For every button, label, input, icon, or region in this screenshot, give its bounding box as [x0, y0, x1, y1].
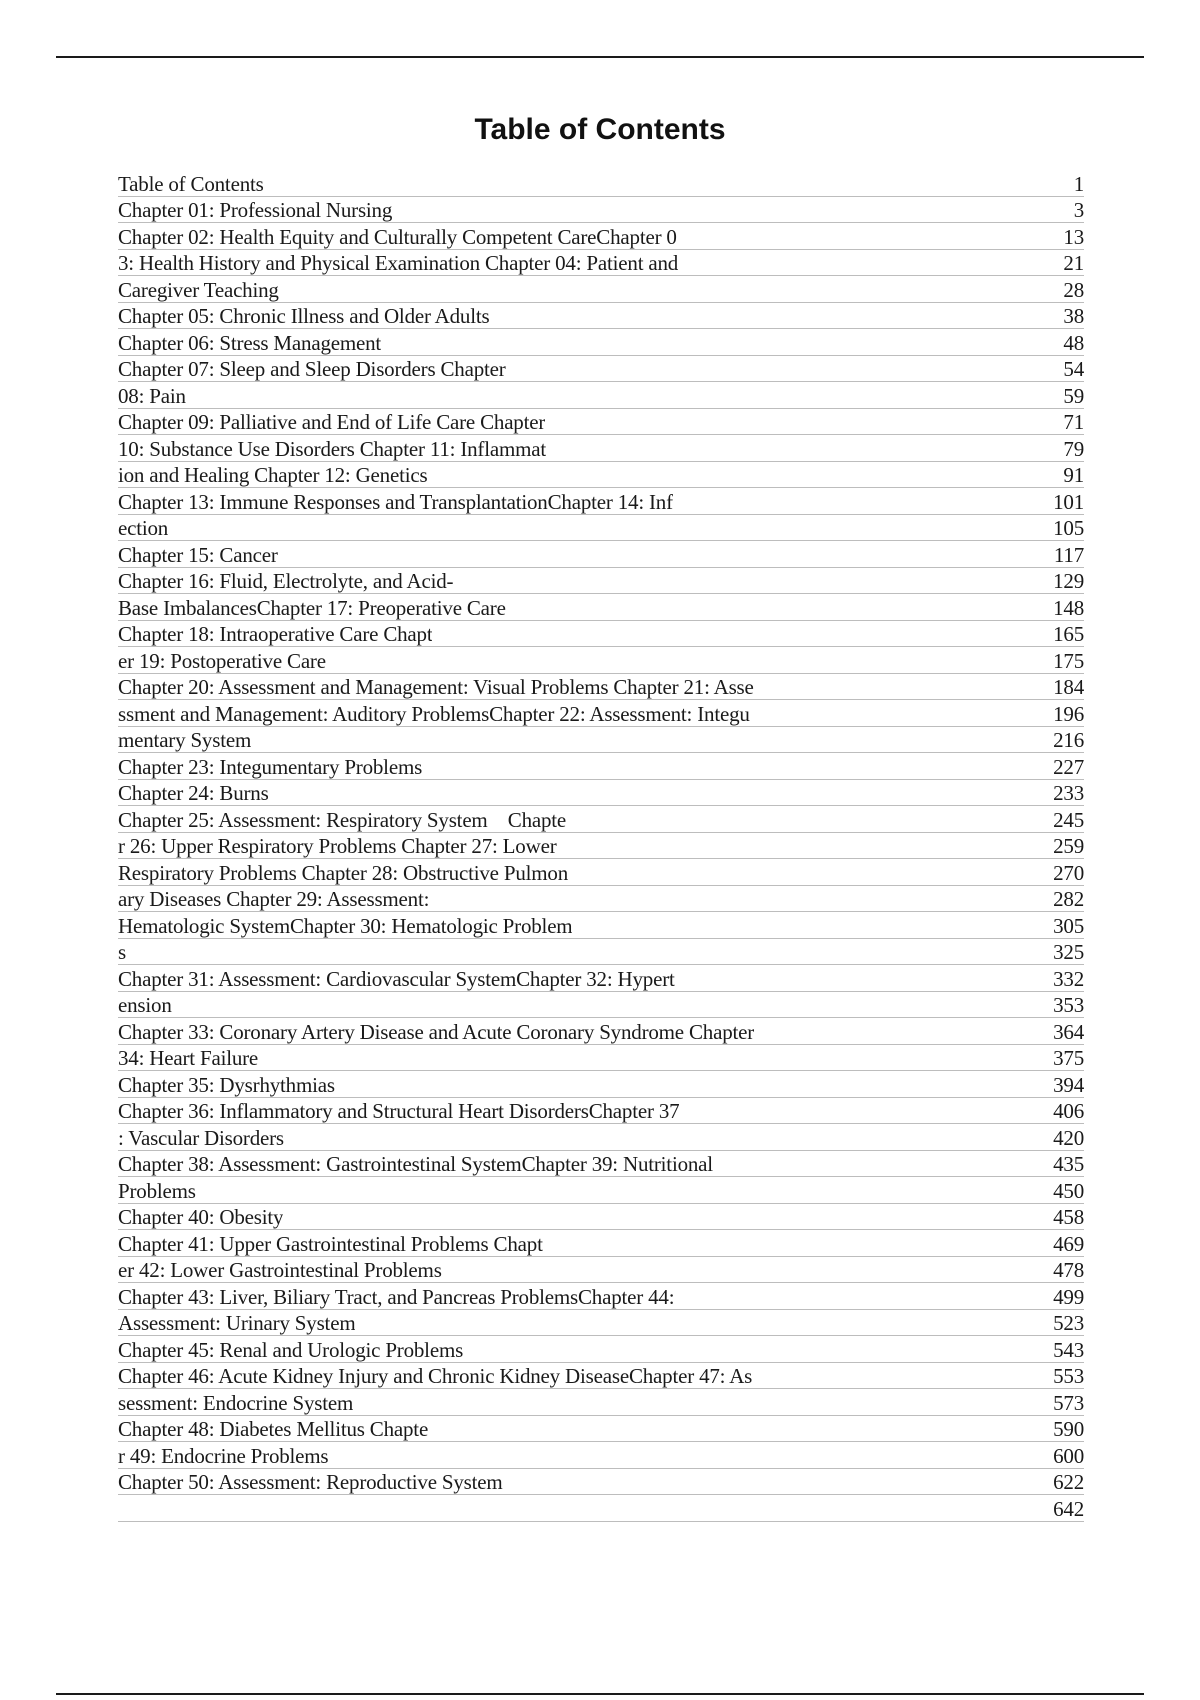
toc-entry-page-number: 450 — [1053, 1178, 1084, 1203]
toc-entry-title: ssment and Management: Auditory ProblemsChapter 22: Assessment: Integu — [118, 701, 750, 726]
toc-entry-title: Table of Contents — [118, 171, 264, 196]
toc-entry[interactable] — [118, 727, 1084, 754]
toc-entry[interactable] — [118, 462, 1084, 489]
toc-entry-title: Base ImbalancesChapter 17: Preoperative Care — [118, 595, 506, 620]
toc-entry-page-number: 259 — [1053, 834, 1084, 858]
toc-entry-page-number: 165 — [1053, 622, 1084, 646]
toc-entry-title: r 26: Upper Respiratory Problems Chapter 27: Lower — [118, 834, 557, 858]
toc-entry-page-number: 375 — [1053, 1046, 1084, 1070]
toc-entry-title: Chapter 01: Professional Nursing — [118, 198, 393, 222]
toc-entry-page-number: 59 — [1063, 383, 1084, 408]
toc-entry-title: 34: Heart Failure — [118, 1046, 259, 1070]
toc-entry-title: Chapter 35: Dysrhythmias — [118, 1072, 335, 1097]
toc-entry-page-number: 458 — [1053, 1205, 1084, 1229]
toc-entry-title: Chapter 45: Renal and Urologic Problems — [118, 1337, 464, 1362]
toc-entry[interactable] — [118, 382, 1084, 409]
toc-entry-page-number: 196 — [1053, 701, 1084, 726]
toc-entry-page-number: 3 — [1073, 198, 1084, 222]
toc-entry-title: Chapter 06: Stress Management — [118, 330, 382, 355]
toc-entry-page-number: 233 — [1053, 781, 1084, 805]
toc-entry-page-number: 600 — [1053, 1443, 1084, 1468]
toc-entry-page-number: 54 — [1063, 357, 1084, 381]
toc-entry-page-number: 117 — [1053, 542, 1084, 567]
toc-entry[interactable] — [118, 965, 1084, 992]
toc-entry-page-number: 21 — [1063, 251, 1084, 275]
toc-entry[interactable] — [118, 435, 1084, 462]
toc-entry-title: Chapter 33: Coronary Artery Disease and Acute Coronary Syndrome Chapter — [118, 1019, 755, 1044]
toc-entry-page-number: 364 — [1053, 1019, 1084, 1044]
toc-entry[interactable] — [118, 1151, 1084, 1178]
toc-entry[interactable] — [118, 1283, 1084, 1310]
toc-entry-title: Chapter 23: Integumentary Problems — [118, 754, 423, 779]
toc-entry[interactable] — [118, 170, 1084, 197]
toc-entry-title: : Vascular Disorders — [118, 1125, 284, 1150]
toc-entry[interactable] — [118, 1469, 1084, 1496]
toc-entry[interactable] — [118, 1204, 1084, 1231]
toc-entry[interactable] — [118, 515, 1084, 542]
toc-entry[interactable] — [118, 1124, 1084, 1151]
toc-entry-title: Chapter 24: Burns — [118, 781, 269, 805]
toc-entry-title: ion and Healing Chapter 12: Genetics — [118, 463, 428, 487]
toc-entry-page-number: 28 — [1063, 277, 1084, 302]
toc-entry-page-number: 325 — [1053, 940, 1084, 964]
toc-entry-page-number: 48 — [1063, 330, 1084, 355]
toc-entry-title: mentary System — [118, 728, 252, 752]
footer-rule — [56, 1693, 1144, 1695]
toc-entry-title: Chapter 13: Immune Responses and TransplantationChapter 14: Inf — [118, 489, 673, 514]
toc-entry-title: Chapter 40: Obesity — [118, 1205, 284, 1229]
toc-entry[interactable] — [118, 886, 1084, 913]
toc-entry-title: Chapter 05: Chronic Illness and Older Adults — [118, 304, 490, 328]
toc-entry-page-number: 282 — [1053, 887, 1084, 911]
toc-entry[interactable] — [118, 568, 1084, 595]
toc-entry-title: Chapter 38: Assessment: Gastrointestinal SystemChapter 39: Nutritional — [118, 1152, 713, 1176]
toc-entry-title: Chapter 20: Assessment and Management: Visual Problems Chapter 21: Asse — [118, 675, 754, 699]
toc-entry[interactable] — [118, 1495, 1084, 1522]
toc-entry-title: Chapter 18: Intraoperative Care Chapt — [118, 622, 433, 646]
toc-entry-page-number: 227 — [1053, 754, 1084, 779]
toc-entry[interactable] — [118, 329, 1084, 356]
toc-entry-page-number: 79 — [1063, 436, 1084, 461]
toc-entry-page-number: 129 — [1053, 569, 1084, 593]
header-rule — [56, 56, 1144, 58]
toc-entry-title: r 49: Endocrine Problems — [118, 1443, 329, 1468]
toc-entry-page-number: 332 — [1053, 966, 1084, 991]
toc-entry[interactable] — [118, 1257, 1084, 1284]
toc-entry[interactable] — [118, 223, 1084, 250]
toc-entry-page-number: 13 — [1063, 224, 1084, 249]
toc-entry-title: Chapter 02: Health Equity and Culturally Competent CareChapter 0 — [118, 224, 677, 249]
toc-entry-page-number: 573 — [1053, 1390, 1084, 1415]
toc-entry-title: ary Diseases Chapter 29: Assessment: — [118, 887, 430, 911]
toc-entry-page-number: 1 — [1073, 171, 1084, 196]
toc-entry[interactable] — [118, 409, 1084, 436]
toc-entry-page-number: 216 — [1053, 728, 1084, 752]
toc-entry[interactable] — [118, 303, 1084, 330]
toc-entry-title: 10: Substance Use Disorders Chapter 11: Inflammat — [118, 436, 546, 461]
toc-entry[interactable] — [118, 806, 1084, 833]
toc-entry[interactable] — [118, 1230, 1084, 1257]
toc-entry-title: Chapter 48: Diabetes Mellitus Chapte — [118, 1417, 429, 1441]
toc-entry-title: er 42: Lower Gastrointestinal Problems — [118, 1258, 442, 1282]
toc-entry-page-number: 478 — [1053, 1258, 1084, 1282]
toc-entry-title: Chapter 50: Assessment: Reproductive System — [118, 1470, 503, 1494]
toc-entry[interactable] — [118, 250, 1084, 277]
toc-entry-page-number: 543 — [1053, 1337, 1084, 1362]
toc-entry-title: Assessment: Urinary System — [118, 1311, 356, 1335]
toc-entry[interactable] — [118, 1416, 1084, 1443]
toc-entry-title: Respiratory Problems Chapter 28: Obstructive Pulmon — [118, 860, 568, 885]
toc-entry[interactable] — [118, 1389, 1084, 1416]
toc-list — [118, 170, 1084, 1522]
toc-entry-title: Chapter 46: Acute Kidney Injury and Chronic Kidney DiseaseChapter 47: As — [118, 1364, 753, 1388]
toc-entry-title: 08: Pain — [118, 383, 186, 408]
toc-entry-title: Chapter 31: Assessment: Cardiovascular SystemChapter 32: Hypert — [118, 966, 675, 991]
toc-entry[interactable] — [118, 647, 1084, 674]
toc-entry-title: Chapter 16: Fluid, Electrolyte, and Acid- — [118, 569, 454, 593]
toc-entry[interactable] — [118, 912, 1084, 939]
toc-entry[interactable] — [118, 1177, 1084, 1204]
toc-entry-title: Chapter 15: Cancer — [118, 542, 278, 567]
toc-entry-page-number: 435 — [1053, 1152, 1084, 1176]
page-title: Table of Contents — [474, 113, 726, 146]
toc-entry[interactable] — [118, 1018, 1084, 1045]
toc-entry[interactable] — [118, 197, 1084, 224]
toc-entry-page-number: 406 — [1053, 1099, 1084, 1123]
toc-entry-page-number: 499 — [1053, 1284, 1084, 1309]
toc-entry[interactable] — [118, 780, 1084, 807]
toc-entry-title: sessment: Endocrine System — [118, 1390, 354, 1415]
toc-entry[interactable] — [118, 1045, 1084, 1072]
toc-entry-title: ection — [118, 516, 169, 540]
toc-entry[interactable] — [118, 621, 1084, 648]
toc-entry-title: ension — [118, 993, 172, 1017]
toc-entry-page-number: 469 — [1053, 1231, 1084, 1256]
toc-entry-page-number: 590 — [1053, 1417, 1084, 1441]
toc-entry-title: Chapter 09: Palliative and End of Life Care Chapter — [118, 410, 546, 434]
toc-entry[interactable] — [118, 276, 1084, 303]
toc-entry-page-number: 270 — [1053, 860, 1084, 885]
toc-entry-page-number: 420 — [1053, 1125, 1084, 1150]
toc-entry-page-number: 184 — [1053, 675, 1084, 699]
toc-entry-page-number: 91 — [1063, 463, 1084, 487]
toc-entry-title: Chapter 25: Assessment: Respiratory System Chapte — [118, 807, 567, 832]
toc-entry[interactable] — [118, 1442, 1084, 1469]
toc-entry[interactable] — [118, 1363, 1084, 1390]
toc-entry-page-number: 642 — [1053, 1496, 1084, 1521]
toc-entry-page-number: 523 — [1053, 1311, 1084, 1335]
toc-entry[interactable] — [118, 700, 1084, 727]
toc-entry-page-number: 105 — [1053, 516, 1084, 540]
toc-entry-page-number: 148 — [1053, 595, 1084, 620]
toc-entry[interactable] — [118, 1310, 1084, 1337]
toc-entry-page-number: 394 — [1053, 1072, 1084, 1097]
toc-entry[interactable] — [118, 1098, 1084, 1125]
toc-entry-page-number: 353 — [1053, 993, 1084, 1017]
toc-entry-page-number: 101 — [1053, 489, 1084, 514]
toc-entry[interactable] — [118, 594, 1084, 621]
toc-entry-page-number: 622 — [1053, 1470, 1084, 1494]
toc-entry[interactable] — [118, 859, 1084, 886]
toc-entry-page-number: 305 — [1053, 913, 1084, 938]
toc-entry[interactable] — [118, 541, 1084, 568]
toc-entry[interactable] — [118, 753, 1084, 780]
toc-entry[interactable] — [118, 833, 1084, 860]
toc-entry[interactable] — [118, 1071, 1084, 1098]
toc-entry-title: Hematologic SystemChapter 30: Hematologic Problem — [118, 913, 573, 938]
toc-entry-title: Chapter 43: Liver, Biliary Tract, and Pancreas ProblemsChapter 44: — [118, 1284, 675, 1309]
toc-entry[interactable] — [118, 356, 1084, 383]
toc-entry-title: Chapter 41: Upper Gastrointestinal Problems Chapt — [118, 1231, 543, 1256]
toc-entry[interactable] — [118, 488, 1084, 515]
toc-entry-title: er 19: Postoperative Care — [118, 648, 326, 673]
toc-entry-page-number: 38 — [1063, 304, 1084, 328]
toc-entry-page-number: 245 — [1053, 807, 1084, 832]
toc-entry[interactable] — [118, 992, 1084, 1019]
toc-entry[interactable] — [118, 939, 1084, 966]
toc-entry[interactable] — [118, 674, 1084, 701]
toc-entry-title: 3: Health History and Physical Examination Chapter 04: Patient and — [118, 251, 679, 275]
toc-entry-page-number: 71 — [1063, 410, 1084, 434]
toc-entry-title: s — [118, 940, 126, 964]
toc-entry-page-number: 553 — [1053, 1364, 1084, 1388]
toc-entry[interactable] — [118, 1336, 1084, 1363]
toc-entry-title: Chapter 07: Sleep and Sleep Disorders Chapter — [118, 357, 506, 381]
toc-entry-page-number: 175 — [1053, 648, 1084, 673]
toc-entry-title: Problems — [118, 1178, 196, 1203]
toc-entry-title: Caregiver Teaching — [118, 277, 279, 302]
toc-entry-title: Chapter 36: Inflammatory and Structural Heart DisordersChapter 37 — [118, 1099, 680, 1123]
